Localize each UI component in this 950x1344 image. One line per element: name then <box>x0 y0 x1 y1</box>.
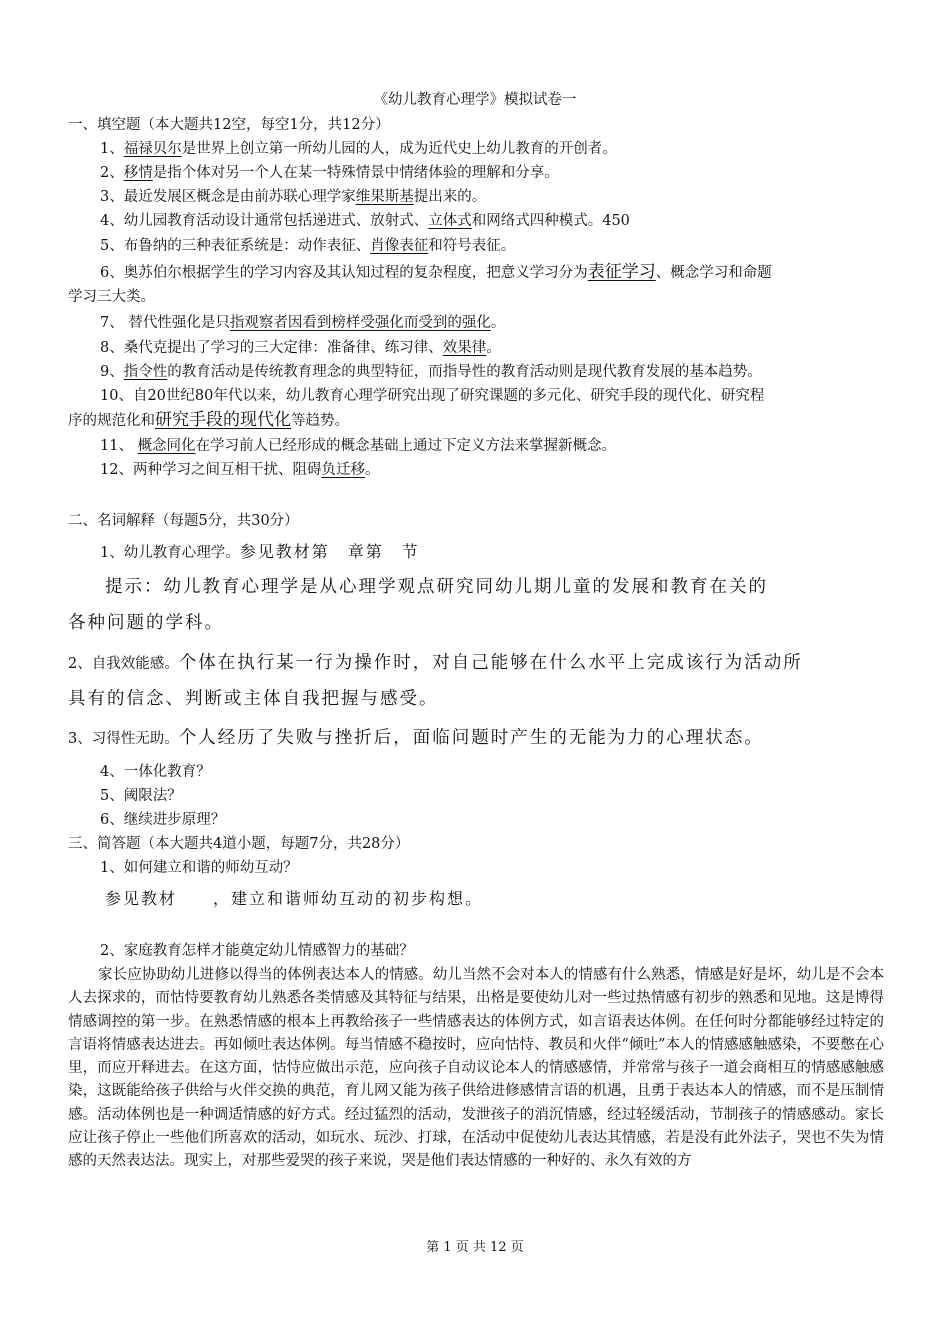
short-q-2: 2、家庭教育怎样才能奠定幼儿情感智力的基础？ <box>100 943 414 959</box>
fill-item-9: 9、指令性的教育活动是传统教育理念的典型特征，而指导性的教育活动则是现代教育发展的基本趋势。 <box>100 364 762 380</box>
fill-item-7: 7、 替代性强化是只指观察者因看到榜样受强化而受到的强化。 <box>100 315 506 331</box>
fill-item-2: 2、移情是指个体对另一个人在某一特殊情景中情绪体验的理解和分享。 <box>100 165 559 181</box>
fill-item-1: 1、福禄贝尔是世界上创立第一所幼儿园的人，成为近代史上幼儿教育的开创者。 <box>100 141 617 157</box>
short-q-2-answer: 家长应协助幼儿进修以得当的体例表达本人的情感。幼儿当然不会对本人的情感有什么熟悉，情感是好是坏，幼儿是不会本人去探求的，而怙恃要教育幼儿熟悉各类情感及其特征与结果，出格是要使幼儿对一些过热情感有初步的熟悉和见地。这是博得情感调控的第一步。在熟悉情感的根本上再教给孩子一些情感表达的体例方式，如言语表达体例。在任何时分都能够经过特定的言语将情感表达进去。再如倾吐表达体例。每当情感不稳按时，应向怙恃、教员和火伴“倾吐”本人的情感感触感染，不要憋在心里，而应开释进去。在这方面，怙恃应做出示范，应向孩子自动议论本人的情感感情，并常常与孩子一道会商相互的情感感触感染，这既能给孩子供给与火伴交换的典范，育儿网又能为孩子供给进修感情言语的机遇，且勇于表达本人的情感，而不是压制情感。活动体例也是一种调适情感的好方式。经过猛烈的活动，发泄孩子的消沉情感，经过轻缓活动，节制孩子的情感感动。家长应让孩子停止一些他们所喜欢的活动，如玩水、玩沙、打球，在活动中促使幼儿表达其情感，若是没有此外法子，哭也不失为情感的天然表达法。现实上，对那些爱哭的孩子来说，哭是他们表达情感的一种好的、永久有效的方 <box>68 967 884 1170</box>
term-3: 3、习得性无助。个人经历了失败与挫折后，面临问题时产生的无能为力的心理状态。 <box>68 728 764 748</box>
short-q-1-answer: 参见教材 ，建立和谐师幼互动的初步构想。 <box>105 889 484 908</box>
fill-item-6: 6、奥苏伯尔根据学生的学习内容及其认知过程的复杂程度，把意义学习分为表征学习、概念学习和命题 <box>100 262 772 282</box>
term-1-hint: 提示：幼儿教育心理学是从心理学观点研究同幼儿期儿童的发展和教育在关的 <box>105 577 768 597</box>
fill-item-5: 5、布鲁纳的三种表征系统是：动作表征、肖像表征和符号表征。 <box>100 238 516 254</box>
fill-item-4: 4、幼儿园教育活动设计通常包括递进式、放射式、立体式和网络式四种模式。450 <box>100 213 630 229</box>
term-5: 5、阈限法？ <box>100 788 182 804</box>
fill-item-11: 11、 概念同化在学习前人已经形成的概念基础上通过下定义方法来掌握新概念。 <box>100 438 617 454</box>
section2-heading: 二、名词解释（每题5分，共30分） <box>68 513 299 529</box>
short-q-1: 1、如何建立和谐的师幼互动？ <box>100 860 298 876</box>
term-1-hint-cont: 各种问题的学科。 <box>68 613 224 633</box>
fill-item-10: 10、自20世纪80年代以来，幼儿教育心理学研究出现了研究课题的多元化、研究手段的现代化、研究程 <box>100 388 765 404</box>
fill-item-8: 8、桑代克提出了学习的三大定律：准备律、练习律、效果律。 <box>100 340 501 356</box>
page-title: 《幼儿教育心理学》模拟试卷一 <box>373 92 577 108</box>
fill-item-10-cont: 序的规范化和研究手段的现代化等趋势。 <box>68 410 349 430</box>
page-footer: 第 1 页 共 12 页 <box>426 1240 524 1255</box>
term-2: 2、自我效能感。个体在执行某一行为操作时，对自己能够在什么水平上完成该行为活动所 <box>68 653 803 673</box>
term-6: 6、继续进步原理？ <box>100 812 226 828</box>
fill-item-6-cont: 学习三大类。 <box>68 289 155 305</box>
fill-item-12: 12、两种学习之间互相干扰、阻碍负迁移。 <box>100 462 380 478</box>
section3-heading: 三、简答题（本大题共4道小题，每题7分，共28分） <box>68 836 410 852</box>
term-2-cont: 具有的信念、判断或主体自我把握与感受。 <box>68 689 439 709</box>
term-4: 4、一体化教育？ <box>100 764 211 780</box>
fill-item-3: 3、最近发展区概念是由前苏联心理学家维果斯基提出来的。 <box>100 189 487 205</box>
term-1: 1、幼儿教育心理学。参见教材第 章第 节 <box>100 542 420 561</box>
section1-heading: 一、填空题（本大题共12空，每空1分，共12分） <box>68 117 390 133</box>
